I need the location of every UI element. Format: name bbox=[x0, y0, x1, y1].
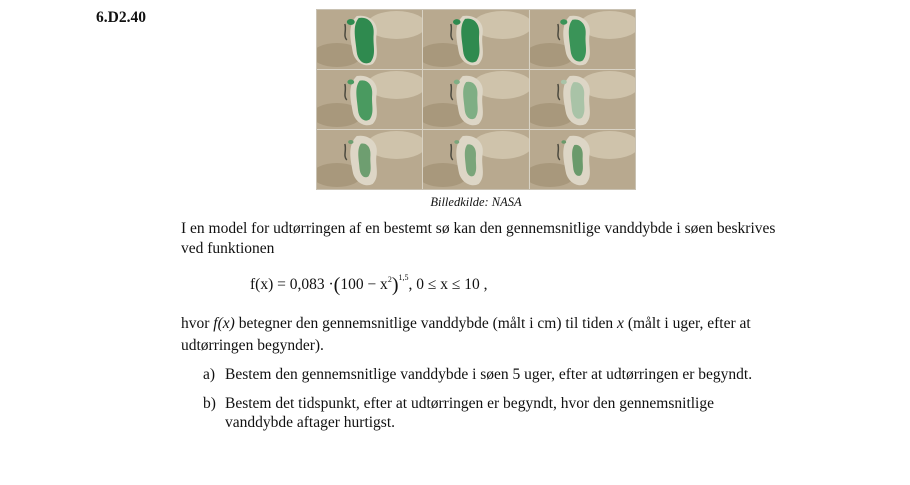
question-label: a) bbox=[203, 366, 216, 383]
question-list bbox=[203, 365, 783, 442]
description-after: (målt i uger, efter at udtørringen begynder). bbox=[181, 315, 751, 354]
description-variable: x bbox=[617, 315, 624, 332]
satellite-tile bbox=[317, 70, 422, 129]
question-text: Bestem den gennemsnitlige vanddybde i søen 5 uger, efter at udtørringen er begyndt. bbox=[225, 366, 753, 383]
description-before: hvor bbox=[181, 315, 214, 332]
formula-inner-exponent: 2 bbox=[387, 275, 392, 284]
description-function: f(x) bbox=[213, 315, 235, 332]
formula-lhs: f(x) = 0,083 · bbox=[250, 276, 334, 293]
image-caption: Billedkilde: NASA bbox=[430, 195, 522, 209]
satellite-tile bbox=[530, 70, 635, 129]
intro-text: I en model for udtørringen af en bestemt sø kan den gennemsnitlige vanddybde i søen beskrives ved funktionen bbox=[181, 220, 776, 257]
satellite-tile bbox=[530, 130, 635, 189]
aral-sea-satellite-image-grid bbox=[317, 10, 635, 189]
question-b bbox=[203, 394, 783, 432]
question-text: Bestem det tidspunkt, efter at udtørringen er begyndt, hvor den gennemsnitlige vanddybde aftager hurtigst. bbox=[225, 395, 714, 431]
function-description bbox=[181, 313, 781, 357]
formula-exponent: 1,5 bbox=[398, 273, 409, 282]
satellite-tile bbox=[423, 70, 528, 129]
satellite-tile bbox=[423, 10, 528, 69]
satellite-tile bbox=[317, 130, 422, 189]
question-label: b) bbox=[203, 395, 216, 412]
formula-close-paren: ) bbox=[391, 274, 399, 296]
satellite-tile bbox=[423, 130, 528, 189]
problem-id: 6.D2.40 bbox=[96, 9, 146, 26]
formula-domain: , 0 ≤ x ≤ 10 , bbox=[408, 276, 488, 293]
satellite-tile bbox=[530, 10, 635, 69]
description-middle: betegner den gennemsnitlige vanddybde (målt i cm) til tiden bbox=[234, 315, 618, 332]
formula-open-paren: ( bbox=[333, 274, 341, 296]
formula-inner: 100 − x bbox=[340, 276, 388, 293]
question-a bbox=[203, 365, 783, 384]
satellite-tile bbox=[317, 10, 422, 69]
function-formula bbox=[250, 273, 488, 297]
